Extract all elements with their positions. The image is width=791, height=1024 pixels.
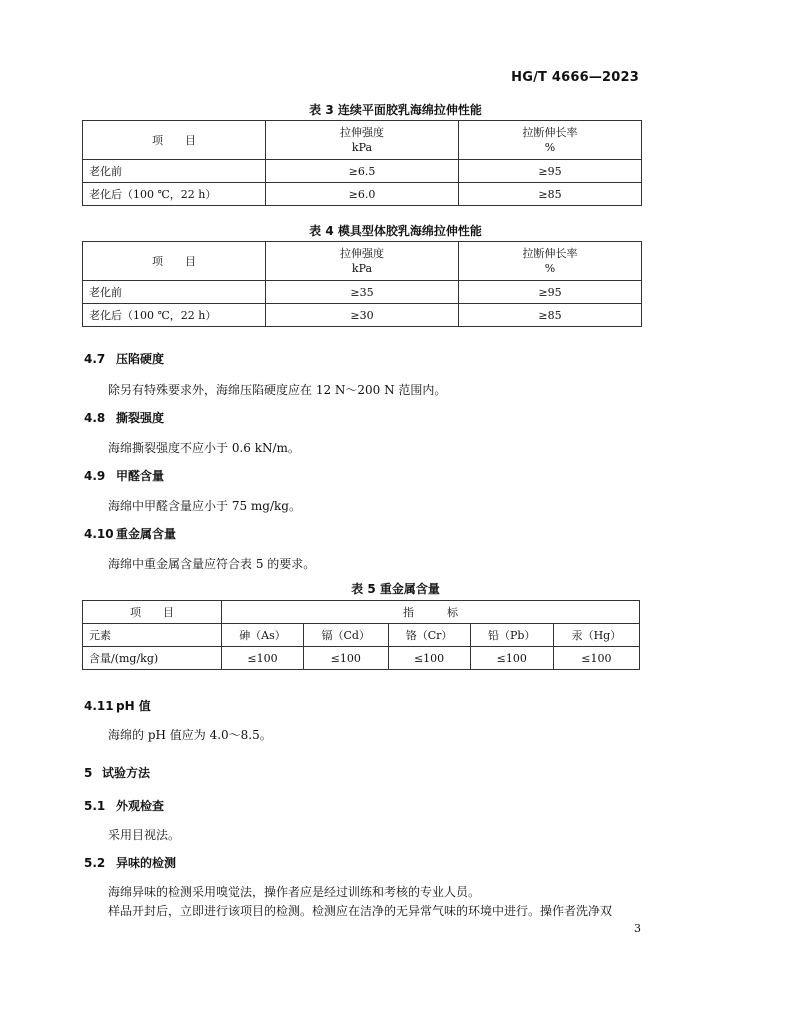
- section-4-11-text: 海绵的 pH 值应为 4.0～8.5。: [108, 728, 272, 742]
- element-cr: 铬（Cr）: [388, 624, 470, 647]
- table4-header-row: [83, 242, 642, 281]
- section-4-10-heading: 4.10 重金属含量: [84, 527, 177, 541]
- row-label: 含量/(mg/kg): [83, 647, 222, 670]
- table5: [82, 600, 640, 670]
- table3-header-elongation: 拉断伸长率 %: [459, 121, 642, 160]
- row-label: 老化后（100 ℃，22 h）: [83, 183, 266, 206]
- section-5-2-text-1: 海绵异味的检测采用嗅觉法，操作者应是经过训练和考核的专业人员。: [108, 885, 481, 899]
- table5-header-row: [83, 601, 640, 624]
- tensile-value: ≥6.0: [266, 183, 459, 206]
- section-4-7-text: 除另有特殊要求外，海绵压陷硬度应在 12 N～200 N 范围内。: [108, 383, 447, 397]
- section-4-8-text: 海绵撕裂强度不应小于 0.6 kN/m。: [108, 441, 300, 455]
- table-row: [83, 160, 642, 183]
- value-hg: ≤100: [553, 647, 639, 670]
- elongation-value: ≥95: [459, 160, 642, 183]
- section-4-8-heading: 4.8 撕裂强度: [84, 411, 165, 425]
- value-cd: ≤100: [303, 647, 388, 670]
- section-4-9-text: 海绵中甲醛含量应小于 75 mg/kg。: [108, 499, 301, 513]
- section-5-heading: 5 试验方法: [84, 766, 151, 780]
- table-row: [83, 624, 640, 647]
- section-4-7-heading: 4.7 压陷硬度: [84, 352, 165, 366]
- value-pb: ≤100: [470, 647, 553, 670]
- element-cd: 镉（Cd）: [303, 624, 388, 647]
- section-5-1-text: 采用目视法。: [108, 828, 181, 842]
- table4-caption: 表 4 模具型体胶乳海绵拉伸性能: [309, 224, 482, 238]
- row-label: 老化前: [83, 160, 266, 183]
- elongation-value: ≥85: [459, 183, 642, 206]
- table5-caption: 表 5 重金属含量: [351, 582, 440, 596]
- element-as: 砷（As）: [222, 624, 304, 647]
- value-as: ≤100: [222, 647, 304, 670]
- row-label: 老化前: [83, 281, 266, 304]
- section-5-2-heading: 5.2 异味的检测: [84, 856, 177, 870]
- table4-header-elongation: 拉断伸长率 %: [459, 242, 642, 281]
- elongation-value: ≥85: [459, 304, 642, 327]
- tensile-value: ≥6.5: [266, 160, 459, 183]
- section-4-10-text: 海绵中重金属含量应符合表 5 的要求。: [108, 557, 316, 571]
- table3-header-row: [83, 121, 642, 160]
- table3-header-item: 项 目: [83, 121, 266, 160]
- standard-number: HG/T 4666—2023: [511, 70, 639, 85]
- table3-header-tensile: 拉伸强度 kPa: [266, 121, 459, 160]
- tensile-value: ≥30: [266, 304, 459, 327]
- tensile-value: ≥35: [266, 281, 459, 304]
- section-4-11-heading: 4.11 pH 值: [84, 699, 151, 713]
- row-label: 元素: [83, 624, 222, 647]
- table-row: [83, 183, 642, 206]
- value-cr: ≤100: [388, 647, 470, 670]
- table3-caption: 表 3 连续平面胶乳海绵拉伸性能: [309, 103, 482, 117]
- table4: [82, 241, 642, 327]
- table-row: [83, 304, 642, 327]
- table3: [82, 120, 642, 206]
- element-pb: 铅（Pb）: [470, 624, 553, 647]
- table-row: [83, 281, 642, 304]
- table5-header-item: 项 目: [83, 601, 222, 624]
- section-4-9-heading: 4.9 甲醛含量: [84, 469, 165, 483]
- elongation-value: ≥95: [459, 281, 642, 304]
- element-hg: 汞（Hg）: [553, 624, 639, 647]
- table4-header-tensile: 拉伸强度 kPa: [266, 242, 459, 281]
- section-5-1-heading: 5.1 外观检查: [84, 799, 165, 813]
- row-label: 老化后（100 ℃，22 h）: [83, 304, 266, 327]
- table4-header-item: 项 目: [83, 242, 266, 281]
- table5-header-index: 指 标: [222, 601, 640, 624]
- page-number: 3: [634, 922, 641, 935]
- table-row: [83, 647, 640, 670]
- section-5-2-text-2: 样品开封后，立即进行该项目的检测。检测应在洁净的无异常气味的环境中进行。操作者洗净双: [108, 904, 613, 918]
